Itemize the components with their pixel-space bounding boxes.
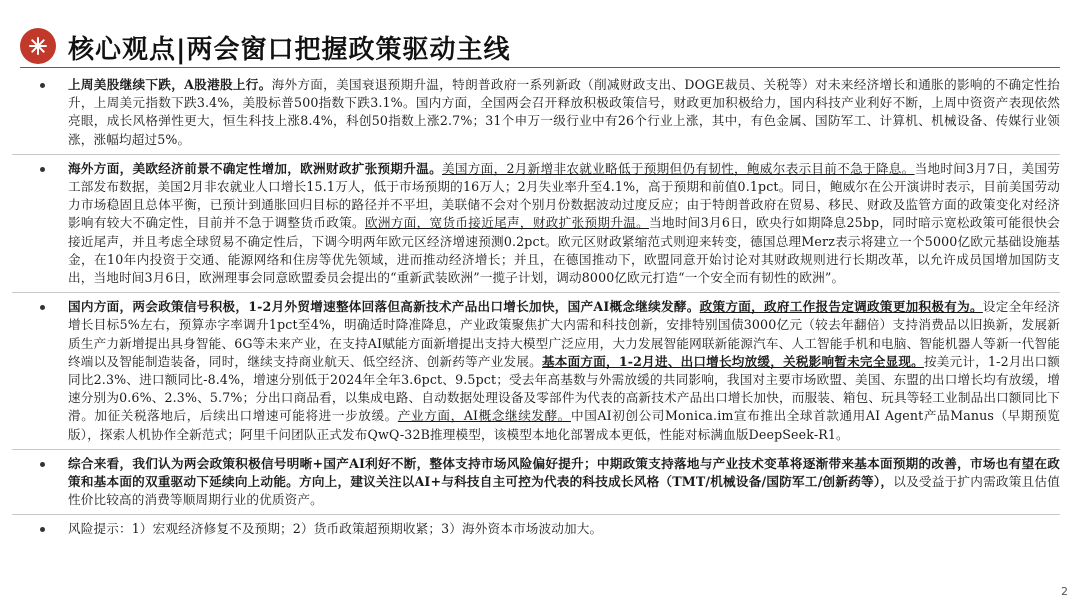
text-segment: 上周美股继续下跌，A股港股上行。 [68,77,272,92]
text-segment: 基本面方面，1-2月进、出口增长均放缓，关税影响暂未完全显现。 [542,353,924,369]
text-segment: 以及受益于扩内需政策且估值性价比较高的消费等顺周期行业的优质资产。 [68,474,1061,508]
bullet-dot [40,83,45,88]
logo-badge [20,28,56,64]
divider [12,154,1060,155]
divider [12,514,1060,515]
paragraph [68,76,1060,149]
text-segment: 方向上，建议关注以AI+与科技自主可控为代表的科技成长风格（TMT/机械设备/国防军工/创新药等）， [299,474,894,490]
bullet-market-review [40,76,1060,149]
divider [12,449,1060,450]
divider [12,292,1060,293]
bullet-domestic [40,298,1060,444]
slide-header [0,0,1080,72]
bullet-dot [40,305,45,310]
paragraph [68,298,1060,444]
bullet-dot [40,462,45,467]
text-segment: 海外方面，美国衰退预期升温，特朗普政府一系列新政（削减财政支出、DOGE裁员、关税等）对未来经济增长和通胀的影响的不确定性抬升，上周美元指数下跌3.4%，美股标普500指数下跌3.1%。国内方面，全国两会召开释放积极政策信号，财政更加积极给力，国内科技产业利好不断，上周中资资产表现依然亮眼，成长风格弹性更大，恒生科技上涨8.4%，科创50指数上涨2.7%；31个申万一级行业中有26个行业上涨，其中，有色金属、国防军工、计算机、机械设备、传媒行业领涨，涨幅均超过5%。 [68,77,1061,147]
text-segment: 当地时间3月6日，欧央行如期降息25bp，同时暗示宽松政策可能很快会接近尾声，并且考虑全球贸易不确定性后，下调今明两年欧元区经济增速预测0.2pct。欧元区财政紧缩范式则迎来转变，德国总理Merz表示将建立一个5000亿欧元基础设施基金，在10年内投资于交通、能源网络和住房等优先领域，进而推动经济增长；并且，在德国推动下，欧盟同意开始讨论对其财政规则进行长期改革，以允许成员国增加国防支出，当地时间3月6日，欧洲理事会同意欧盟委员会提出的“重新武装欧洲”一揽子计划，调动8000亿欧元打造“一个安全而有韧性的欧洲”。 [68,215,1060,286]
page-title: 核心观点|两会窗口把握政策驱动主线 [68,35,511,65]
text-segment: 欧洲方面，宽货币接近尾声，财政扩张预期升温。 [364,215,650,231]
paragraph [68,520,1060,538]
text-segment: 国内方面，两会政策信号积极，1-2月外贸增速整体回落但高新技术产品出口增长加快，国产AI概念继续发酵。 [68,299,700,315]
bullet-list [40,76,1060,539]
bullet-dot [40,527,45,532]
text-segment: 中国AI初创公司Monica.im宣布推出全球首款通用AI Agent产品Manus（早期预览版），探索人机协作全新范式；阿里千问团队正式发布QwQ-32B推理模型，该模型本地化部署成本更低，性能对标满血版DeepSeek-R1。 [68,408,1061,442]
title-underline [20,67,1060,68]
text-segment: 产业方面，AI概念继续发酵。 [397,408,571,424]
text-segment: 按美元计，1-2月出口额同比2.3%、进口额同比-8.4%，增速分别低于2024年全年3.6pct、9.5pct；受去年高基数与外需放缓的共同影响，我国对主要市场欧盟、美国、东盟的出口增长均有放缓，增速分别为0.6%、2.3%、5.7%；分出口商品看，以集成电路、自动数据处理设备及零部件为代表的高新技术产品出口增长加快，而服装、箱包、玩具等轻工业制品出口额同比下滑。加征关税落地后，后续出口增速可能将进一步放缓。 [68,353,1060,424]
text-segment: 当地时间3月7日，美国劳工部发布数据，美国2月非农就业人口增长15.1万人，低于市场预期的16万人；2月失业率升至4.1%，高于预期和前值0.1pct。同日，鲍威尔在公开演讲时表示，目前美国劳动力市场稳固且总体平衡，已预计到通胀回归目标的路径并不平坦，美联储不会对个别月份数据波动过度反应；由于特朗普政府在贸易、移民、财政及监管方面的政策变化对经济影响有较大不确定性，目前并不急于调整货币政策。 [68,160,1060,231]
page-number: 2 [1061,585,1068,598]
paragraph [68,455,1060,510]
text-segment: 政策方面，政府工作报告定调政策更加积极有为。 [699,299,983,315]
text-segment: 设定全年经济增长目标5%左右，预算赤字率调升1pct至4%，明确适时降准降息，产业政策聚焦扩大内需和科技创新，安排特别国债3000亿元（较去年翻倍）支持消费品以旧换新，发展新质生产力新增提出具身智能、6G等未来产业，在支持AI赋能方面新增提出支持大模型广泛应用，大力发展智能网联新能源汽车、人工智能手机和电脑、智能机器人等新一代智能终端以及智能制造装备，同时，继续支持商业航天、低空经济、创新药等产业发展。 [68,299,1060,369]
bullet-dot [40,167,45,172]
text-segment: 美国方面，2月新增非农就业略低于预期但仍有韧性，鲍威尔表示目前不急于降息。 [441,160,915,176]
bullet-overseas [40,160,1060,287]
text-segment: 海外方面，美欧经济前景不确定性增加，欧洲财政扩张预期升温。 [68,160,442,176]
paragraph [68,160,1060,287]
text-segment: 风险提示：1）宏观经济修复不及预期；2）货币政策超预期收紧；3）海外资本市场波动加大。 [68,521,603,537]
bullet-conclusion [40,455,1060,510]
asterisk-icon [27,35,49,57]
text-segment: 综合来看，我们认为两会政策积极信号明晰+国产AI利好不断，整体支持市场风险偏好提升；中期政策支持落地与产业技术变革将逐渐带来基本面预期的改善，市场也有望在政策和基本面的双重驱动下延续向上动能。 [68,455,1060,490]
bullet-risk [40,520,1060,538]
